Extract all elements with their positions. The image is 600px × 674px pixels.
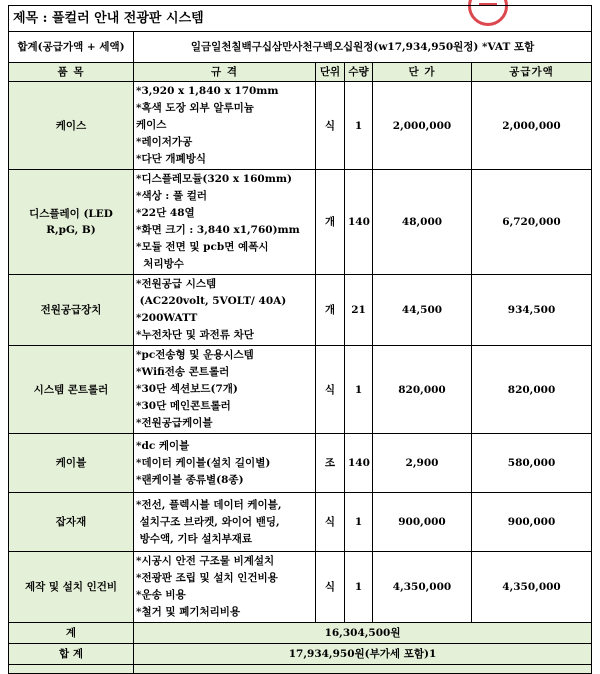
spec-line: *모듈 전면 및 pcb면 예폭시 [136, 241, 269, 253]
item-price: 2,000,000 [373, 82, 472, 170]
item-spec [134, 493, 316, 552]
spec-line: 케이스 [136, 119, 167, 131]
item-price: 48,000 [373, 170, 472, 275]
item-supply: 820,000 [472, 346, 592, 434]
item-spec [134, 82, 316, 170]
spec-line: *22단 48열 [136, 207, 195, 219]
spec-line: 방수액, 기타 설치부재료 [136, 532, 253, 545]
blank-cell [134, 665, 592, 674]
spec-line: *3,920 x 1,840 x 170mm [136, 85, 279, 97]
item-price: 820,000 [373, 346, 472, 434]
item-spec [134, 434, 316, 493]
item-price: 2,900 [373, 434, 472, 493]
header-price: 단 가 [373, 63, 472, 82]
item-unit: 개 [316, 275, 345, 346]
item-row [9, 82, 592, 170]
title-row [9, 6, 592, 32]
total-row [9, 644, 592, 665]
document-title: 제목 : 풀컬러 안내 전광판 시스템 [9, 6, 592, 32]
item-qty: 1 [345, 346, 373, 434]
item-unit: 개 [316, 170, 345, 275]
item-spec [134, 170, 316, 275]
item-qty: 1 [345, 493, 373, 552]
item-price: 44,500 [373, 275, 472, 346]
item-row [9, 275, 592, 346]
spec-line: *철거 및 폐기처리비용 [136, 606, 241, 618]
item-qty: 21 [345, 275, 373, 346]
spec-line: 처리방수 [136, 258, 184, 270]
item-spec [134, 552, 316, 623]
item-row [9, 170, 592, 275]
subtotal-label: 계 [9, 623, 134, 644]
item-spec [134, 346, 316, 434]
item-unit: 식 [316, 82, 345, 170]
sum-row [9, 32, 592, 63]
item-unit: 조 [316, 434, 345, 493]
item-row [9, 434, 592, 493]
item-qty: 140 [345, 434, 373, 493]
item-row [9, 552, 592, 623]
spec-line: *흑색 도장 외부 알루미늄 [136, 102, 254, 114]
spec-line: *화면 크기 : 3,840 x1,760)mm [136, 224, 300, 236]
item-price: 900,000 [373, 493, 472, 552]
spec-line: *전원공급 시스템 [136, 278, 217, 290]
item-name: 전원공급장치 [9, 275, 134, 346]
sum-label: 합계(공급가액 + 세액) [9, 32, 134, 63]
item-supply: 2,000,000 [472, 82, 592, 170]
item-qty: 1 [345, 82, 373, 170]
item-unit: 식 [316, 346, 345, 434]
item-name: 잡자재 [9, 493, 134, 552]
subtotal-row [9, 623, 592, 644]
spec-line: *디스플레모듈(320 x 160mm) [136, 173, 292, 185]
item-spec [134, 275, 316, 346]
spec-line: (AC220volt, 5VOLT/ 40A) [136, 295, 287, 307]
item-supply: 4,350,000 [472, 552, 592, 623]
item-qty: 140 [345, 170, 373, 275]
spec-line: *pc전송형 및 운용시스템 [136, 349, 254, 361]
spec-line: *Wifi전송 콘트롤러 [136, 366, 230, 378]
spec-line: *다단 개폐방식 [136, 153, 207, 165]
blank-cell [9, 665, 134, 674]
spec-line: *전원공급케이블 [136, 417, 213, 429]
item-unit: 식 [316, 493, 345, 552]
item-supply: 900,000 [472, 493, 592, 552]
spec-line: *시공시 안전 구조물 비계설치 [136, 555, 275, 567]
item-unit: 식 [316, 552, 345, 623]
spec-line: *랜케이블 종류별(8종) [136, 473, 244, 486]
header-spec: 규 격 [134, 63, 316, 82]
quotation-table [8, 5, 592, 674]
item-name: 시스템 콘트롤러 [9, 346, 134, 434]
spec-line: *운송 비용 [136, 589, 186, 601]
spec-line: 설치구조 브라켓, 와이어 밴딩, [136, 515, 280, 528]
item-row [9, 346, 592, 434]
spec-line: *dc 케이블 [136, 439, 190, 452]
total-value: 17,934,950원(부가세 포함)1 [134, 644, 592, 665]
spec-line: *30단 섹션보드(7개) [136, 383, 238, 395]
item-supply: 6,720,000 [472, 170, 592, 275]
spec-line: *색상 : 풀 컬러 [136, 190, 208, 202]
item-name: 케이스 [9, 82, 134, 170]
header-item: 품 목 [9, 63, 134, 82]
blank-row [9, 665, 592, 674]
header-supply: 공급가액 [472, 63, 592, 82]
total-label: 합 계 [9, 644, 134, 665]
item-price: 4,350,000 [373, 552, 472, 623]
spec-line: *200WATT [136, 312, 198, 324]
subtotal-value: 16,304,500원 [134, 623, 592, 644]
sum-text: 일금일천칠백구십삼만사천구백오십원정(w17,934,950원정) *VAT 포함 [134, 32, 592, 63]
header-unit: 단위 [316, 63, 345, 82]
spec-line: *전광판 조립 및 설치 인건비용 [136, 572, 278, 584]
item-supply: 934,500 [472, 275, 592, 346]
item-name: 케이블 [9, 434, 134, 493]
spec-line: *30단 메인콘트롤러 [136, 400, 231, 412]
item-supply: 580,000 [472, 434, 592, 493]
item-name: 제작 및 설치 인건비 [9, 552, 134, 623]
item-row [9, 493, 592, 552]
spec-line: *누전차단 및 과전류 차단 [136, 329, 254, 341]
item-name: 디스플레이 (LED R,pG, B) [9, 170, 134, 275]
header-row [9, 63, 592, 82]
spec-line: *레이저가공 [136, 136, 193, 148]
spec-line: *데이터 케이블(설치 길이별) [136, 456, 271, 469]
spec-line: *전선, 플렉시블 데이터 케이블, [136, 498, 282, 511]
item-qty: 1 [345, 552, 373, 623]
header-qty: 수량 [345, 63, 373, 82]
